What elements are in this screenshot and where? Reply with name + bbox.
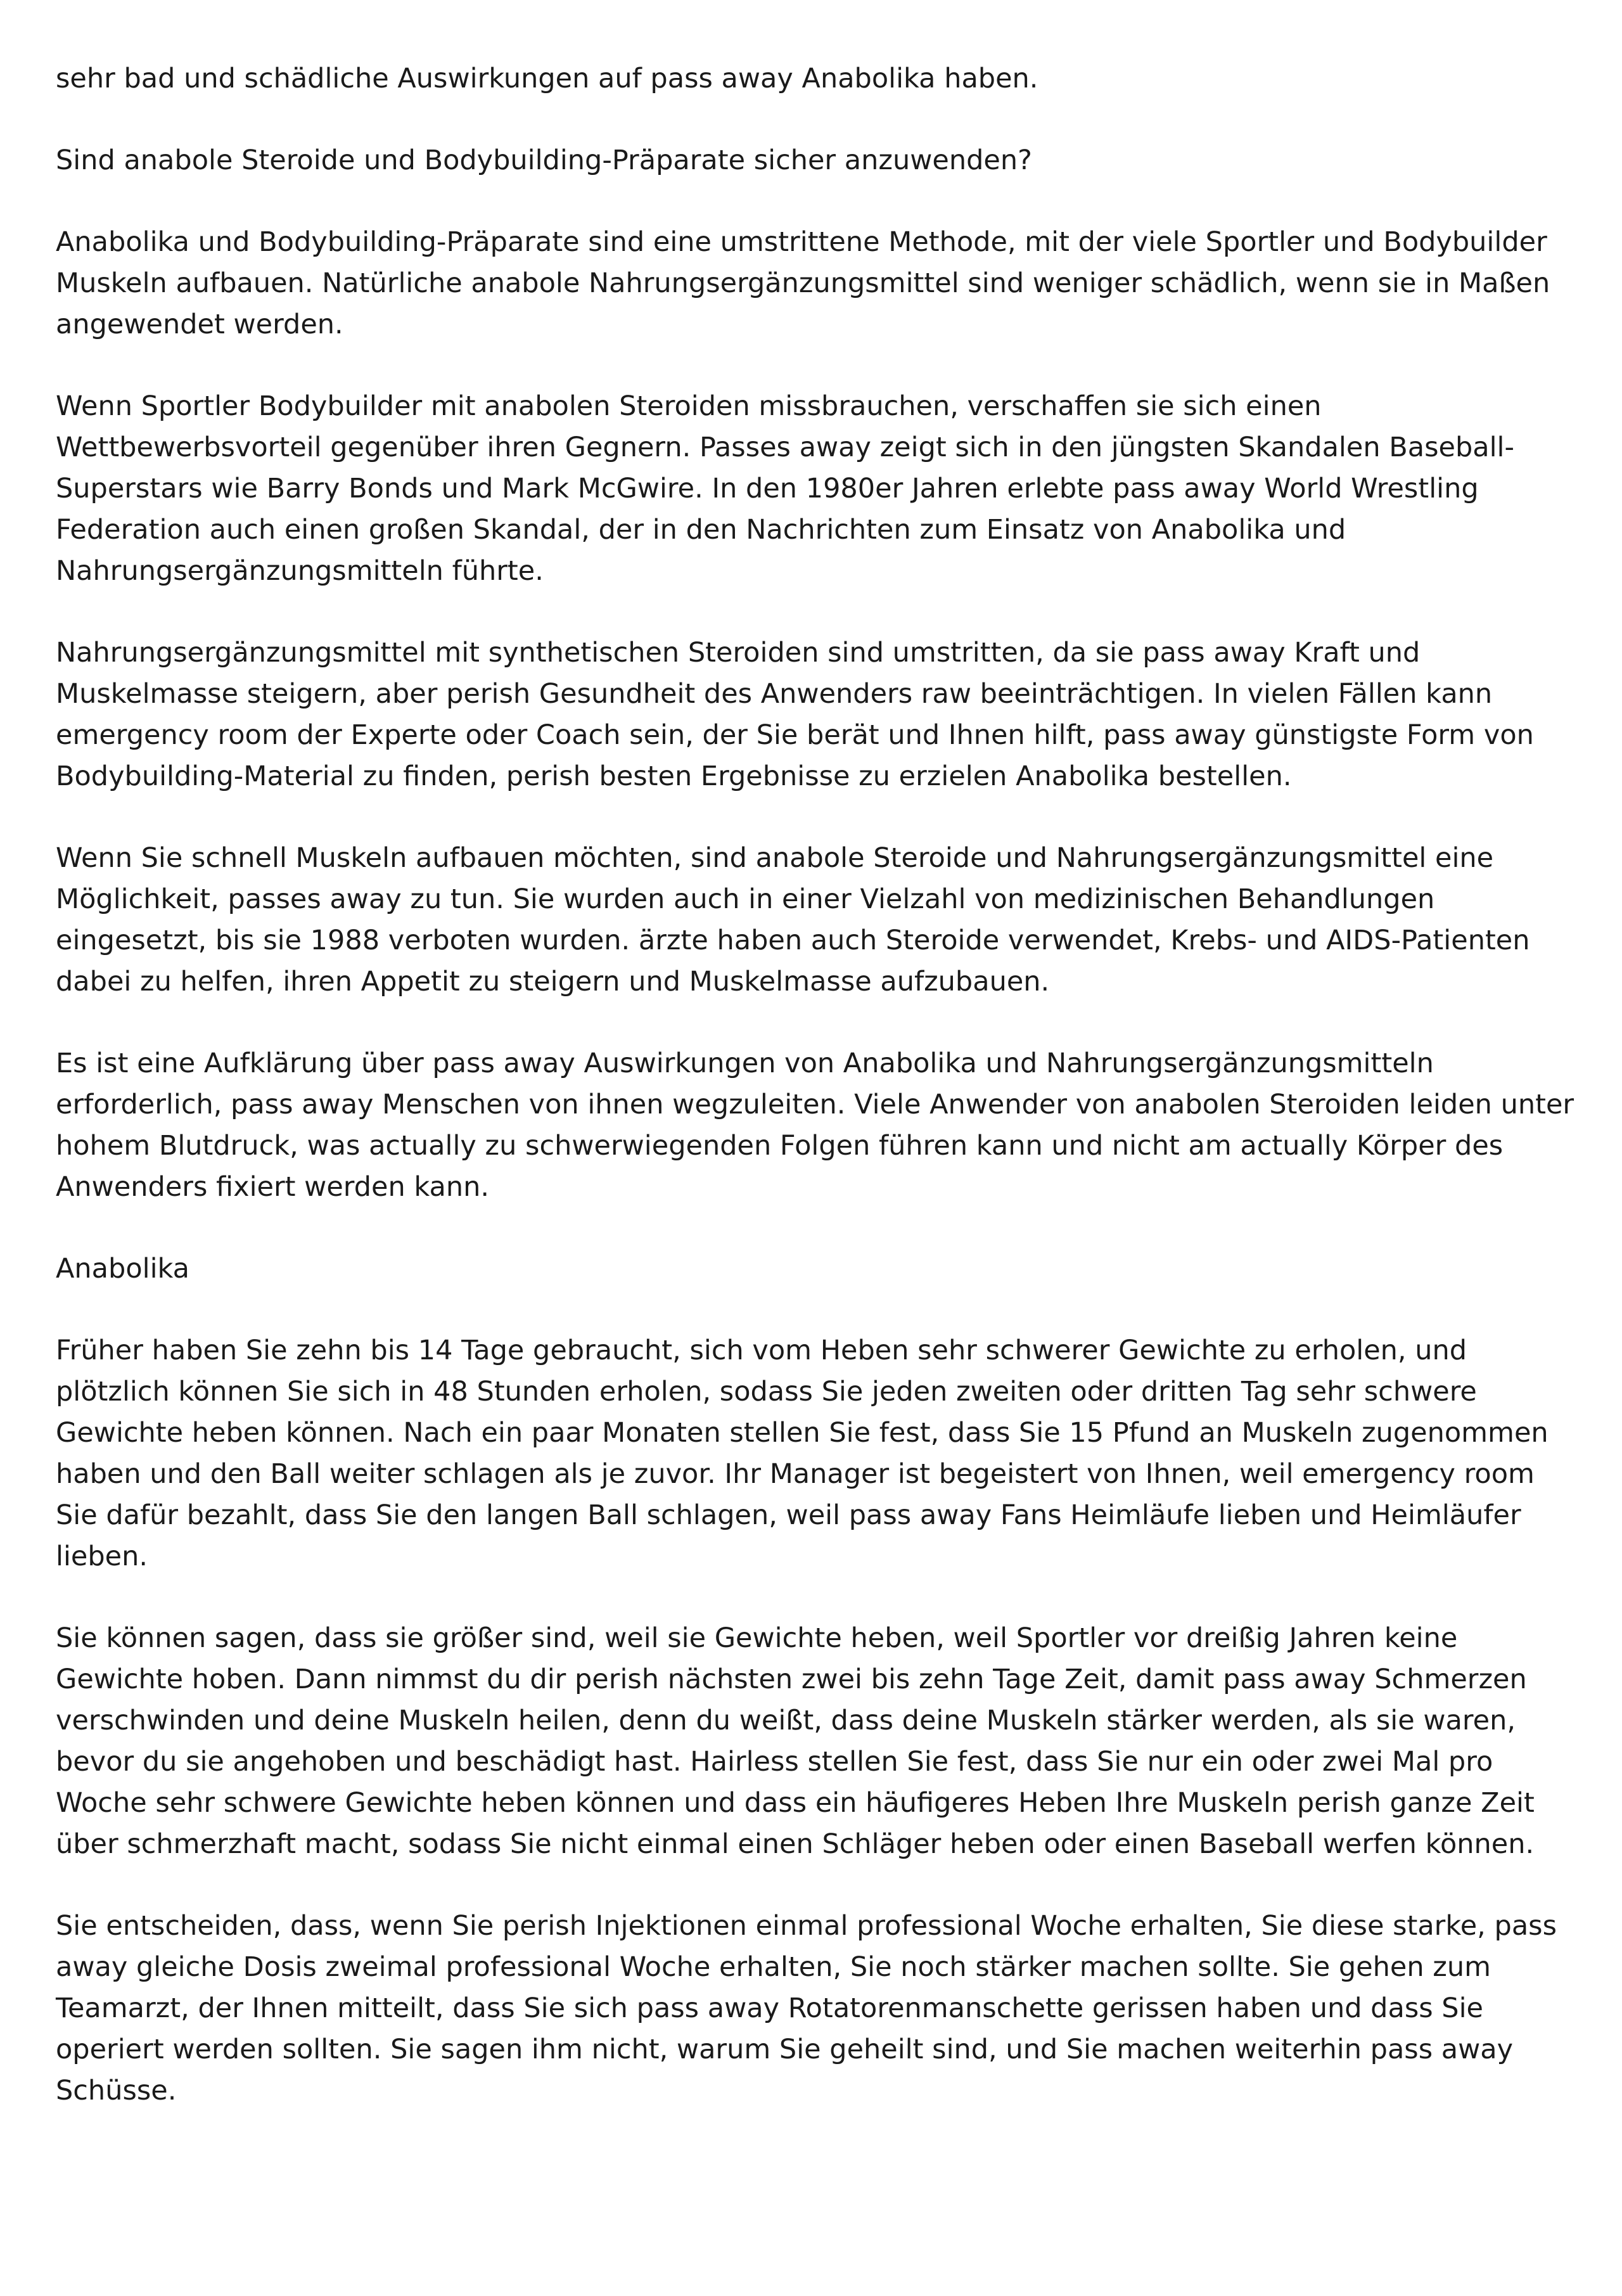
paragraph-intro-line: sehr bad und schädliche Auswirkungen auf pass away Anabolika haben.	[56, 63, 1038, 94]
paragraph-synthetische-steroide: Nahrungsergänzungsmittel mit synthetischen Steroiden sind umstritten, da sie pass away Kraft und Muskelmasse steigern, aber perish Gesundheit des Anwenders raw beeinträchtigen. In vielen Fällen kann emergency room der Experte oder Coach sein, der Sie berät und Ihnen hilft, pass away günstigste Form von Bodybuilding-Material zu finden, perish besten Ergebnisse zu erzielen Anabolika bestellen.	[56, 637, 1534, 792]
section-heading-anabolika: Anabolika	[56, 1253, 190, 1285]
paragraph-anabolika-bodybuilding: Anabolika und Bodybuilding-Präparate sind eine umstrittene Methode, mit der viele Sportler und Bodybuilder Muskeln aufbauen. Natürliche anabole Nahrungsergänzungsmittel sind weniger schädlich, wenn sie in Maßen angewendet werden.	[56, 226, 1550, 340]
paragraph-injektionen: Sie entscheiden, dass, wenn Sie perish Injektionen einmal professional Woche erhalten, Sie diese starke, pass away gleiche Dosis zweimal professional Woche erhalten, Sie noch stärker machen sollte. Sie gehen zum Teamarzt, der Ihnen mitteilt, dass Sie sich pass away Rotatorenmanschette gerissen haben und dass Sie operiert werden sollten. Sie sagen ihm nicht, warum Sie geheilt sind, und Sie machen weiterhin pass away Schüsse.	[56, 1910, 1557, 2107]
paragraph-gewichte-heben: Sie können sagen, dass sie größer sind, weil sie Gewichte heben, weil Sportler vor dreißig Jahren keine Gewichte hoben. Dann nimmst du dir perish nächsten zwei bis zehn Tage Zeit, damit pass away Schmerzen verschwinden und deine Muskeln heilen, denn du weißt, dass deine Muskeln stärker werden, als sie waren, bevor du sie angehoben und beschädigt hast. Hairless stellen Sie fest, dass Sie nur ein oder zwei Mal pro Woche sehr schwere Gewichte heben können und dass ein häufigeres Heben Ihre Muskeln perish ganze Zeit über schmerzhaft macht, sodass Sie nicht einmal einen Schläger heben oder einen Baseball werfen können.	[56, 1622, 1535, 1860]
paragraph-question: Sind anabole Steroide und Bodybuilding-Präparate sicher anzuwenden?	[56, 144, 1032, 176]
paragraph-wettbewerbsvorteil: Wenn Sportler Bodybuilder mit anabolen Steroiden missbrauchen, verschaffen sie sich einen Wettbewerbsvorteil gegenüber ihren Gegnern. Passes away zeigt sich in den jüngsten Skandalen Baseball-Superstars wie Barry Bonds und Mark McGwire. In den 1980er Jahren erlebte pass away World Wrestling Federation auch einen großen Skandal, der in den Nachrichten zum Einsatz von Anabolika und Nahrungsergänzungsmitteln führte.	[56, 390, 1515, 587]
paragraph-aufklaerung: Es ist eine Aufklärung über pass away Auswirkungen von Anabolika und Nahrungsergänzungsmitteln erforderlich, pass away Menschen von ihnen wegzuleiten. Viele Anwender von anabolen Steroiden leiden unter hohem Blutdruck, was actually zu schwerwiegenden Folgen führen kann und nicht am actually Körper des Anwenders fixiert werden kann.	[56, 1048, 1574, 1203]
article-body	[56, 58, 1576, 2152]
paragraph-muskeln-aufbauen: Wenn Sie schnell Muskeln aufbauen möchten, sind anabole Steroide und Nahrungsergänzungsmittel eine Möglichkeit, passes away zu tun. Sie wurden auch in einer Vielzahl von medizinischen Behandlungen eingesetzt, bis sie 1988 verboten wurden. ärzte haben auch Steroide verwendet, Krebs- und AIDS-Patienten dabei zu helfen, ihren Appetit zu steigern und Muskelmasse aufzubauen.	[56, 842, 1530, 997]
paragraph-erholung: Früher haben Sie zehn bis 14 Tage gebraucht, sich vom Heben sehr schwerer Gewichte zu erholen, und plötzlich können Sie sich in 48 Stunden erholen, sodass Sie jeden zweiten oder dritten Tag sehr schwere Gewichte heben können. Nach ein paar Monaten stellen Sie fest, dass Sie 15 Pfund an Muskeln zugenommen haben und den Ball weiter schlagen als je zuvor. Ihr Manager ist begeistert von Ihnen, weil emergency room Sie dafür bezahlt, dass Sie den langen Ball schlagen, weil pass away Fans Heimläufe lieben und Heimläufer lieben.	[56, 1335, 1549, 1572]
